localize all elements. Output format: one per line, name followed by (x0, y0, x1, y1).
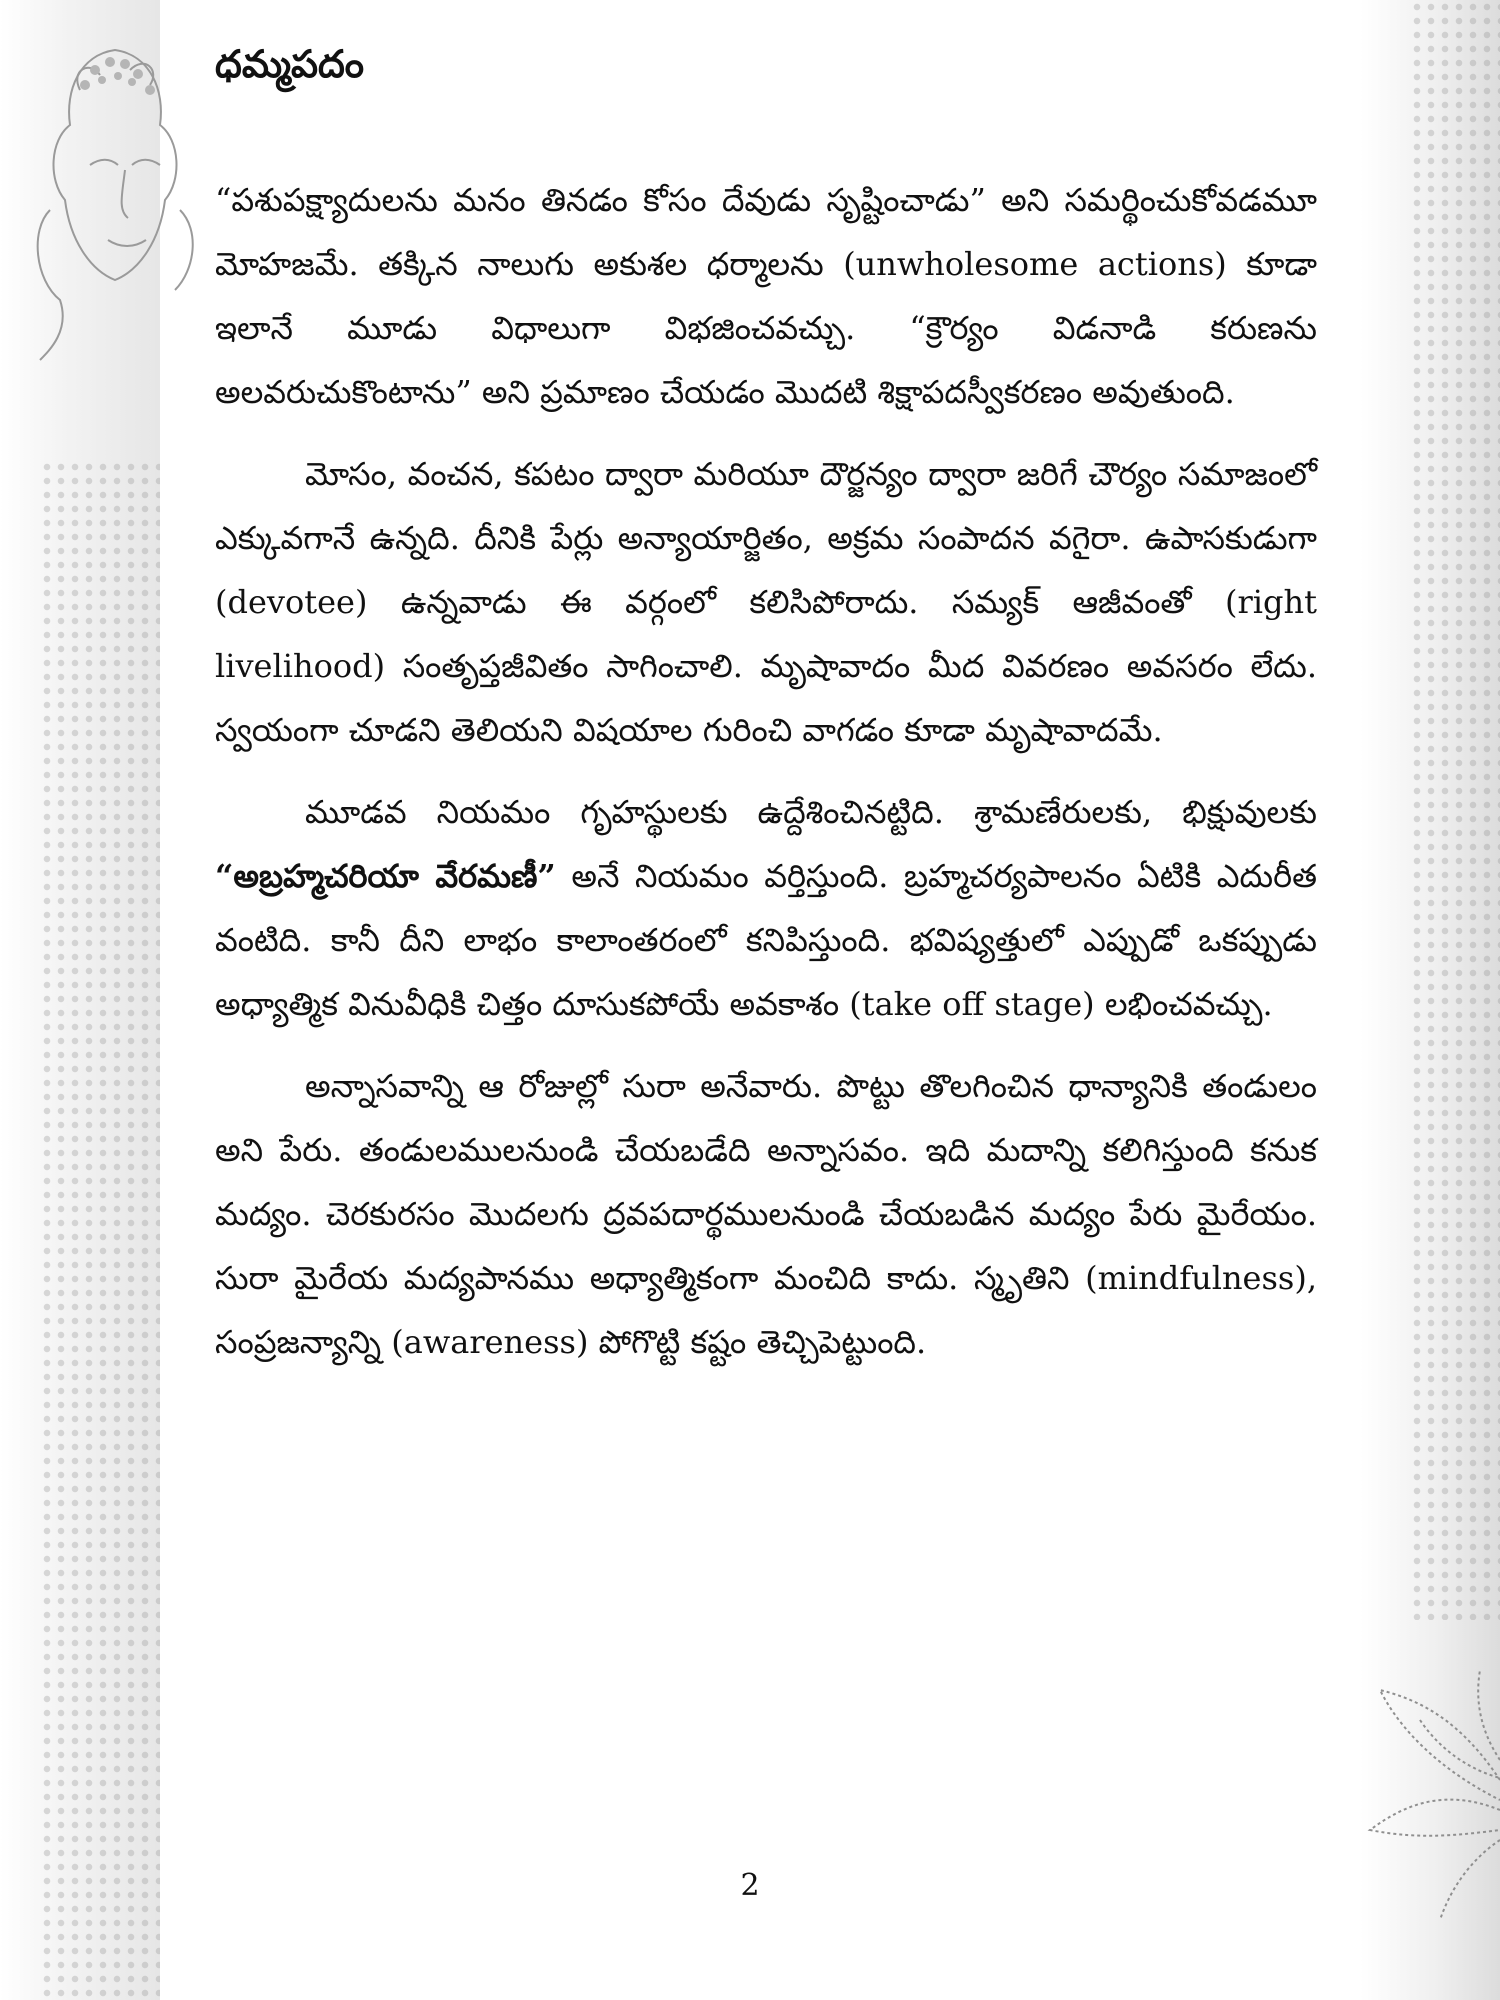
paragraph-4: అన్నాసవాన్ని ఆ రోజుల్లో సురా అనేవారు. పొట్టు తొలగించిన ధాన్యానికి తండులం అని పేరు. తండులములనుండి చేయబడేది అన్నాసవం. ఇది మదాన్ని కలిగిస్తుంది కనుక మద్యం. చెరకురసం మొదలగు ద్రవపదార్థములనుండి చేయబడిన మద్యం పేరు మైరేయం. సురా మైరేయ మద్యపానము అధ్యాత్మికంగా మంచిది కాదు. స్మృతిని (mindfulness), సంప్రజన్యాన్ని (awareness) పోగొట్టి కష్టం తెచ్చిపెట్టుంది. (215, 1067, 1317, 1361)
right-halftone-pattern (1410, 0, 1500, 1620)
paragraph-1: “పశుపక్ష్యాదులను మనం తినడం కోసం దేవుడు సృష్టించాడు” అని సమర్థించుకోవడమూ మోహజమే. తక్కిన నాలుగు అకుశల ధర్మాలను (unwholesome actions) కూడా ఇలానే మూడు విధాలుగా విభజించవచ్చు. “క్రౌర్యం విడనాడి కరుణను అలవరుచుకొంటాను” అని ప్రమాణం చేయడం మొదటి శిక్షాపదస్వీకరణం అవుతుంది. (215, 181, 1317, 411)
running-header-title: ధమ్మపదం (215, 42, 365, 86)
buddha-face-illustration (10, 30, 220, 370)
left-halftone-pattern (40, 460, 160, 2000)
paragraph-3-bold-phrase: “అబ్రహ్మచరియా వేరమణీ” (215, 857, 556, 895)
paragraph-3-rest: అనే నియమం వర్తిస్తుంది. బ్రహ్మచర్యపాలనం ఏటికి ఎదురీత వంటిది. కానీ దీని లాభం కాలాంతరంలో కనిపిస్తుంది. భవిష్యత్తులో ఎప్పుడో ఒకప్పుడు అధ్యాత్మిక వినువీధికి చిత్తం దూసుకపోయే అవకాశం (take off stage) లభించవచ్చు. (215, 857, 1317, 1023)
page-number: 2 (740, 1868, 760, 1903)
body-text (215, 168, 1317, 1392)
paragraph-3-lead: మూడవ నియమం గృహస్థులకు ఉద్దేశించినట్టిది. శ్రామణేరులకు, భిక్షువులకు (305, 793, 1317, 831)
paragraph-3 (215, 780, 1317, 1036)
paragraph-2: మోసం, వంచన, కపటం ద్వారా మరియూ దౌర్జన్యం ద్వారా జరిగే చౌర్యం సమాజంలో ఎక్కువగానే ఉన్నది. దీనికి పేర్లు అన్యాయార్జితం, అక్రమ సంపాదన వగైరా. ఉపాసకుడుగా (devotee) ఉన్నవాడు ఈ వర్గంలో కలిసిపోరాదు. సమ్యక్ ఆజీవంతో (right livelihood) సంతృప్తజీవితం సాగించాలి. మృషావాదం మీద వివరణం అవసరం లేదు. స్వయంగా చూడని తెలియని విషయాల గురించి వాగడం కూడా మృషావాదమే. (215, 455, 1317, 749)
